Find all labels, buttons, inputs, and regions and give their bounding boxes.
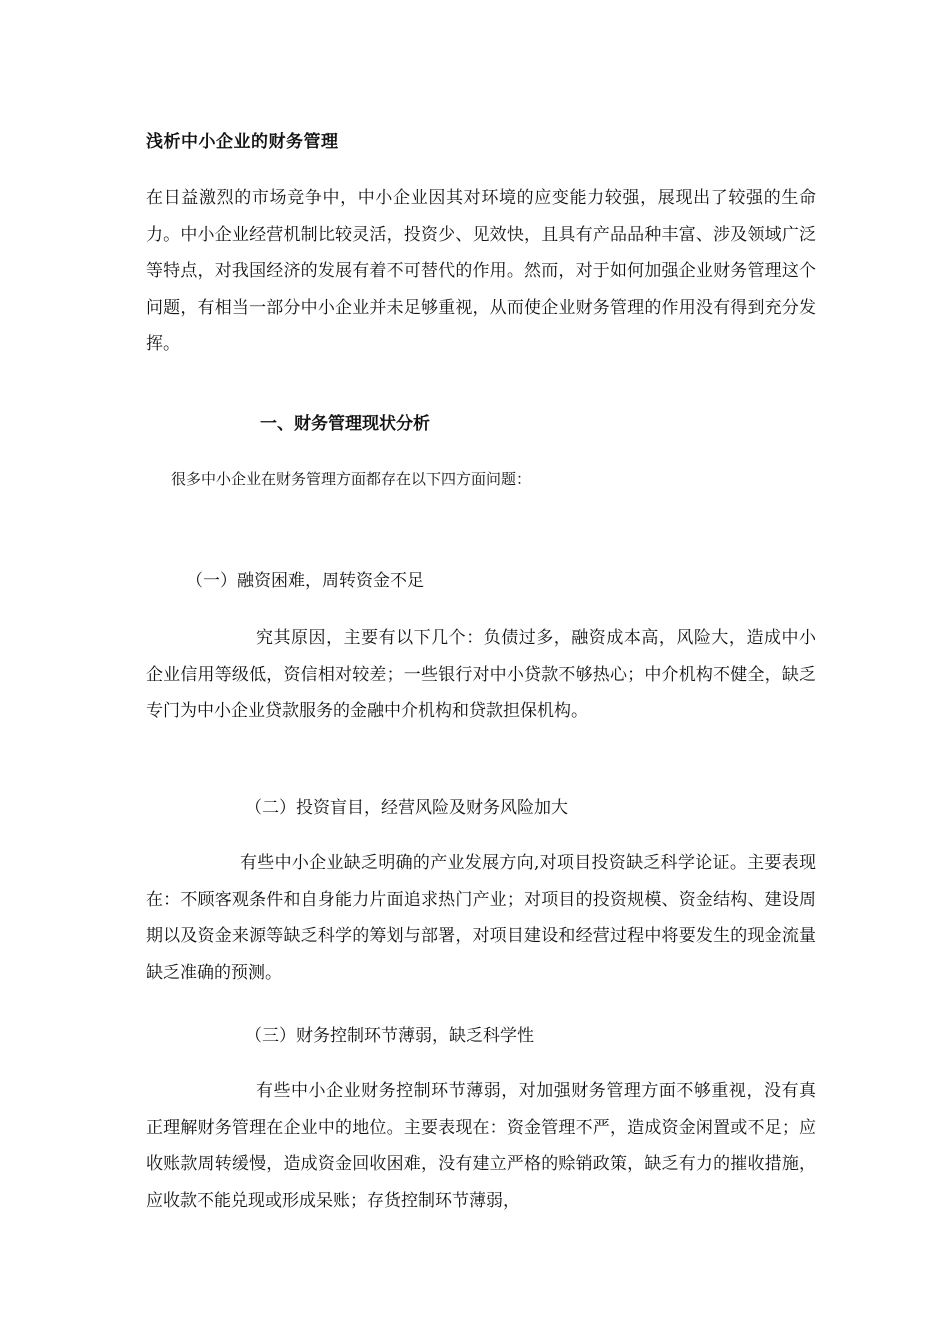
section-heading-1: 一、财务管理现状分析 xyxy=(260,414,430,434)
intro-paragraph: 在日益激烈的市场竞争中，中小企业因其对环境的应变能力较强，展现出了较强的生命力。中小企业经营机制比较灵活，投资少、见效快，且具有产品品种丰富、涉及领域广泛等特点，对我国经济的发展有着不可替代的作用。然而，对于如何加强企业财务管理这个问题，有相当一部分中小企业并未足够重视，从而使企业财务管理的作用没有得到充分发挥。 xyxy=(146,188,816,354)
document-title: 浅析中小企业的财务管理 xyxy=(146,132,339,152)
subsection-body-2: 有些中小企业缺乏明确的产业发展方向,对项目投资缺乏科学论证。主要表现在：不顾客观条件和自身能力片面追求热门产业；对项目的投资规模、资金结构、建设周期以及资金来源等缺乏科学的筹划与部署，对项目建设和经营过程中将要发生的现金流量缺乏准确的预测。 xyxy=(146,853,816,983)
subsection-heading-1: （一）融资困难，周转资金不足 xyxy=(186,571,424,591)
subsection-body-3: 有些中小企业财务控制环节薄弱，对加强财务管理方面不够重视，没有真正理解财务管理在企业中的地位。主要表现在：资金管理不严，造成资金闲置或不足；应收账款周转缓慢，造成资金回收困难，没有建立严格的赊销政策，缺乏有力的摧收措施，应收款不能兑现或形成呆账；存货控制环节薄弱， xyxy=(146,1081,816,1211)
subsection-heading-2: （二）投资盲目，经营风险及财务风险加大 xyxy=(245,798,568,818)
subsection-body-1: 究其原因，主要有以下几个：负债过多，融资成本高，风险大，造成中小企业信用等级低，资信相对较差；一些银行对中小贷款不够热心；中介机构不健全，缺乏专门为中小企业贷款服务的金融中介机构和贷款担保机构。 xyxy=(146,628,816,721)
section-lead: 很多中小企业在财务管理方面都存在以下四方面问题： xyxy=(171,470,532,488)
subsection-heading-3: （三）财务控制环节薄弱，缺乏科学性 xyxy=(245,1026,534,1046)
